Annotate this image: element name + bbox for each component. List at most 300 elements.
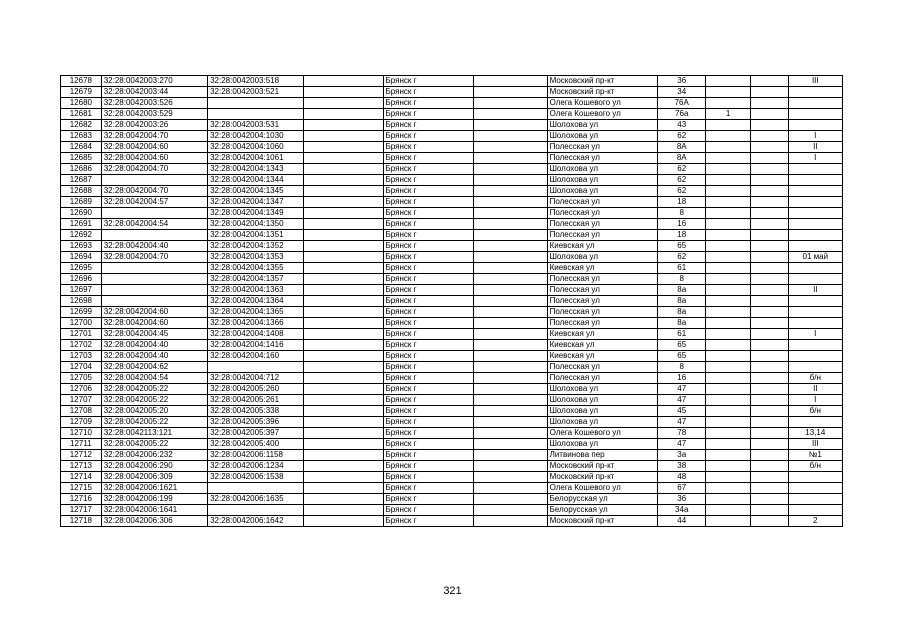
region-cell — [304, 340, 383, 351]
street-cell: Шолохова ул — [547, 164, 658, 175]
building-cell — [705, 450, 750, 461]
flat-cell — [751, 483, 788, 494]
note-cell: III — [788, 439, 842, 450]
city-cell: Брянск г — [383, 252, 474, 263]
house-cell: 76а — [658, 109, 706, 120]
table-row — [61, 373, 843, 384]
row-number: 12713 — [61, 461, 102, 472]
cadastral-number — [101, 274, 207, 285]
cadastral-number: 32:28:0042004:70 — [101, 252, 207, 263]
cadastral-number: 32:28:0042005:22 — [101, 395, 207, 406]
building-cell — [705, 384, 750, 395]
locality-cell — [474, 252, 548, 263]
cadastral-number: 32:28:0042004:54 — [101, 373, 207, 384]
flat-cell — [751, 505, 788, 516]
table-row — [61, 472, 843, 483]
object-cadastral-number — [208, 505, 304, 516]
flat-cell — [751, 98, 788, 109]
region-cell — [304, 109, 383, 120]
street-cell: Полесская ул — [547, 285, 658, 296]
locality-cell — [474, 87, 548, 98]
object-cadastral-number: 32:28:0042004:1350 — [208, 219, 304, 230]
region-cell — [304, 428, 383, 439]
flat-cell — [751, 351, 788, 362]
flat-cell — [751, 208, 788, 219]
row-number: 12693 — [61, 241, 102, 252]
cadastral-number: 32:28:0042004:60 — [101, 307, 207, 318]
row-number: 12703 — [61, 351, 102, 362]
object-cadastral-number — [208, 109, 304, 120]
city-cell: Брянск г — [383, 406, 474, 417]
row-number: 12705 — [61, 373, 102, 384]
note-cell — [788, 307, 842, 318]
city-cell: Брянск г — [383, 362, 474, 373]
region-cell — [304, 98, 383, 109]
cadastral-number: 32:28:0042006:1621 — [101, 483, 207, 494]
flat-cell — [751, 164, 788, 175]
object-cadastral-number: 32:28:0042004:1060 — [208, 142, 304, 153]
row-number: 12709 — [61, 417, 102, 428]
note-cell: 13,14 — [788, 428, 842, 439]
note-cell: б/н — [788, 461, 842, 472]
house-cell: 76А — [658, 98, 706, 109]
city-cell: Брянск г — [383, 241, 474, 252]
region-cell — [304, 417, 383, 428]
region-cell — [304, 461, 383, 472]
street-cell: Киевская ул — [547, 340, 658, 351]
house-cell: 62 — [658, 164, 706, 175]
region-cell — [304, 395, 383, 406]
note-cell — [788, 263, 842, 274]
region-cell — [304, 197, 383, 208]
street-cell: Шолохова ул — [547, 120, 658, 131]
city-cell: Брянск г — [383, 131, 474, 142]
street-cell: Полесская ул — [547, 230, 658, 241]
flat-cell — [751, 384, 788, 395]
house-cell: 36 — [658, 494, 706, 505]
cadastral-number: 32:28:0042003:44 — [101, 87, 207, 98]
row-number: 12706 — [61, 384, 102, 395]
house-cell: 36 — [658, 76, 706, 87]
city-cell: Брянск г — [383, 164, 474, 175]
object-cadastral-number: 32:28:0042006:1158 — [208, 450, 304, 461]
row-number: 12683 — [61, 131, 102, 142]
note-cell — [788, 417, 842, 428]
table-row — [61, 142, 843, 153]
object-cadastral-number: 32:28:0042004:1061 — [208, 153, 304, 164]
house-cell: 8а — [658, 285, 706, 296]
cadastral-number — [101, 285, 207, 296]
building-cell — [705, 219, 750, 230]
locality-cell — [474, 109, 548, 120]
cadastral-number — [101, 296, 207, 307]
table-row — [61, 307, 843, 318]
building-cell — [705, 439, 750, 450]
row-number: 12684 — [61, 142, 102, 153]
object-cadastral-number: 32:28:0042004:1345 — [208, 186, 304, 197]
street-cell: Полесская ул — [547, 197, 658, 208]
house-cell: 3а — [658, 450, 706, 461]
building-cell — [705, 307, 750, 318]
row-number: 12708 — [61, 406, 102, 417]
flat-cell — [751, 142, 788, 153]
flat-cell — [751, 329, 788, 340]
table-row — [61, 230, 843, 241]
cadastral-number: 32:28:0042006:232 — [101, 450, 207, 461]
object-cadastral-number: 32:28:0042003:518 — [208, 76, 304, 87]
cadastral-number: 32:28:0042004:70 — [101, 164, 207, 175]
street-cell: Олега Кошевого ул — [547, 483, 658, 494]
table-row — [61, 417, 843, 428]
note-cell — [788, 230, 842, 241]
region-cell — [304, 362, 383, 373]
city-cell: Брянск г — [383, 230, 474, 241]
locality-cell — [474, 263, 548, 274]
cadastral-number: 32:28:0042003:526 — [101, 98, 207, 109]
house-cell: 65 — [658, 241, 706, 252]
cadastral-number: 32:28:0042005:22 — [101, 417, 207, 428]
house-cell: 62 — [658, 175, 706, 186]
city-cell: Брянск г — [383, 384, 474, 395]
table-row — [61, 516, 843, 527]
house-cell: 8а — [658, 307, 706, 318]
note-cell: 2 — [788, 516, 842, 527]
table-row — [61, 428, 843, 439]
city-cell: Брянск г — [383, 186, 474, 197]
object-cadastral-number: 32:28:0042004:1344 — [208, 175, 304, 186]
house-cell: 48 — [658, 472, 706, 483]
cadastral-number: 32:28:0042006:306 — [101, 516, 207, 527]
city-cell: Брянск г — [383, 428, 474, 439]
region-cell — [304, 142, 383, 153]
building-cell — [705, 428, 750, 439]
flat-cell — [751, 263, 788, 274]
street-cell: Полесская ул — [547, 373, 658, 384]
row-number: 12698 — [61, 296, 102, 307]
table-row — [61, 296, 843, 307]
locality-cell — [474, 274, 548, 285]
street-cell: Шолохова ул — [547, 384, 658, 395]
row-number: 12707 — [61, 395, 102, 406]
page-number: 321 — [443, 585, 462, 597]
flat-cell — [751, 186, 788, 197]
locality-cell — [474, 516, 548, 527]
flat-cell — [751, 230, 788, 241]
object-cadastral-number: 32:28:0042005:261 — [208, 395, 304, 406]
table-row — [61, 505, 843, 516]
street-cell: Олега Кошевого ул — [547, 109, 658, 120]
city-cell: Брянск г — [383, 340, 474, 351]
region-cell — [304, 384, 383, 395]
city-cell: Брянск г — [383, 263, 474, 274]
object-cadastral-number: 32:28:0042004:712 — [208, 373, 304, 384]
note-cell — [788, 175, 842, 186]
locality-cell — [474, 142, 548, 153]
row-number: 12697 — [61, 285, 102, 296]
cadastral-number: 32:28:0042004:60 — [101, 142, 207, 153]
flat-cell — [751, 109, 788, 120]
row-number: 12680 — [61, 98, 102, 109]
row-number: 12681 — [61, 109, 102, 120]
row-number: 12710 — [61, 428, 102, 439]
table-row — [61, 120, 843, 131]
locality-cell — [474, 318, 548, 329]
building-cell — [705, 483, 750, 494]
table-row — [61, 351, 843, 362]
row-number: 12688 — [61, 186, 102, 197]
house-cell: 67 — [658, 483, 706, 494]
region-cell — [304, 505, 383, 516]
house-cell: 62 — [658, 186, 706, 197]
street-cell: Олега Кошевого ул — [547, 428, 658, 439]
flat-cell — [751, 395, 788, 406]
street-cell: Московский пр-кт — [547, 472, 658, 483]
region-cell — [304, 263, 383, 274]
city-cell: Брянск г — [383, 219, 474, 230]
object-cadastral-number: 32:28:0042004:1416 — [208, 340, 304, 351]
house-cell: 47 — [658, 384, 706, 395]
flat-cell — [751, 241, 788, 252]
region-cell — [304, 120, 383, 131]
city-cell: Брянск г — [383, 472, 474, 483]
locality-cell — [474, 505, 548, 516]
row-number: 12690 — [61, 208, 102, 219]
locality-cell — [474, 472, 548, 483]
building-cell — [705, 142, 750, 153]
building-cell — [705, 241, 750, 252]
flat-cell — [751, 439, 788, 450]
flat-cell — [751, 274, 788, 285]
house-cell: 16 — [658, 373, 706, 384]
table-row — [61, 131, 843, 142]
row-number: 12704 — [61, 362, 102, 373]
street-cell: Шолохова ул — [547, 131, 658, 142]
region-cell — [304, 175, 383, 186]
locality-cell — [474, 153, 548, 164]
note-cell — [788, 109, 842, 120]
object-cadastral-number: 32:28:0042004:1349 — [208, 208, 304, 219]
table-row — [61, 87, 843, 98]
table-row — [61, 263, 843, 274]
row-number: 12694 — [61, 252, 102, 263]
region-cell — [304, 318, 383, 329]
flat-cell — [751, 461, 788, 472]
city-cell: Брянск г — [383, 494, 474, 505]
row-number: 12679 — [61, 87, 102, 98]
city-cell: Брянск г — [383, 175, 474, 186]
row-number: 12692 — [61, 230, 102, 241]
row-number: 12691 — [61, 219, 102, 230]
flat-cell — [751, 373, 788, 384]
house-cell: 8А — [658, 153, 706, 164]
city-cell: Брянск г — [383, 351, 474, 362]
street-cell: Полесская ул — [547, 318, 658, 329]
city-cell: Брянск г — [383, 98, 474, 109]
object-cadastral-number: 32:28:0042004:1352 — [208, 241, 304, 252]
cadastral-number: 32:28:0042005:22 — [101, 439, 207, 450]
object-cadastral-number: 32:28:0042006:1234 — [208, 461, 304, 472]
flat-cell — [751, 318, 788, 329]
cadastral-number: 32:28:0042004:70 — [101, 131, 207, 142]
city-cell: Брянск г — [383, 142, 474, 153]
house-cell: 8А — [658, 142, 706, 153]
object-cadastral-number: 32:28:0042003:531 — [208, 120, 304, 131]
cadastral-number: 32:28:0042003:529 — [101, 109, 207, 120]
locality-cell — [474, 164, 548, 175]
street-cell: Полесская ул — [547, 219, 658, 230]
table-row — [61, 252, 843, 263]
building-cell — [705, 472, 750, 483]
note-cell — [788, 483, 842, 494]
note-cell — [788, 351, 842, 362]
row-number: 12686 — [61, 164, 102, 175]
house-cell: 16 — [658, 219, 706, 230]
table-row — [61, 461, 843, 472]
city-cell: Брянск г — [383, 285, 474, 296]
region-cell — [304, 296, 383, 307]
table-row — [61, 175, 843, 186]
street-cell: Московский пр-кт — [547, 87, 658, 98]
row-number: 12712 — [61, 450, 102, 461]
locality-cell — [474, 120, 548, 131]
object-cadastral-number: 32:28:0042004:1408 — [208, 329, 304, 340]
table-row — [61, 241, 843, 252]
street-cell: Шолохова ул — [547, 252, 658, 263]
region-cell — [304, 208, 383, 219]
flat-cell — [751, 219, 788, 230]
row-number: 12689 — [61, 197, 102, 208]
note-cell: 01 май — [788, 252, 842, 263]
cadastral-number: 32:28:0042006:290 — [101, 461, 207, 472]
street-cell: Шолохова ул — [547, 175, 658, 186]
object-cadastral-number — [208, 98, 304, 109]
city-cell: Брянск г — [383, 483, 474, 494]
object-cadastral-number: 32:28:0042004:1363 — [208, 285, 304, 296]
object-cadastral-number: 32:28:0042004:1347 — [208, 197, 304, 208]
house-cell: 18 — [658, 230, 706, 241]
building-cell — [705, 252, 750, 263]
city-cell: Брянск г — [383, 153, 474, 164]
note-cell — [788, 505, 842, 516]
note-cell: I — [788, 153, 842, 164]
flat-cell — [751, 87, 788, 98]
house-cell: 43 — [658, 120, 706, 131]
building-cell: 1 — [705, 109, 750, 120]
note-cell: II — [788, 384, 842, 395]
table-row — [61, 395, 843, 406]
note-cell — [788, 120, 842, 131]
locality-cell — [474, 461, 548, 472]
cadastral-number: 32:28:0042004:45 — [101, 329, 207, 340]
note-cell — [788, 318, 842, 329]
locality-cell — [474, 406, 548, 417]
table-row — [61, 98, 843, 109]
locality-cell — [474, 208, 548, 219]
flat-cell — [751, 362, 788, 373]
region-cell — [304, 131, 383, 142]
street-cell: Киевская ул — [547, 241, 658, 252]
row-number: 12699 — [61, 307, 102, 318]
row-number: 12685 — [61, 153, 102, 164]
note-cell: III — [788, 76, 842, 87]
building-cell — [705, 76, 750, 87]
object-cadastral-number: 32:28:0042005:397 — [208, 428, 304, 439]
cadastral-number: 32:28:0042004:60 — [101, 153, 207, 164]
locality-cell — [474, 329, 548, 340]
locality-cell — [474, 230, 548, 241]
locality-cell — [474, 351, 548, 362]
object-cadastral-number: 32:28:0042004:1353 — [208, 252, 304, 263]
object-cadastral-number — [208, 483, 304, 494]
row-number: 12678 — [61, 76, 102, 87]
table-row — [61, 483, 843, 494]
note-cell — [788, 362, 842, 373]
locality-cell — [474, 450, 548, 461]
object-cadastral-number: 32:28:0042006:1642 — [208, 516, 304, 527]
street-cell: Киевская ул — [547, 263, 658, 274]
street-cell: Полесская ул — [547, 142, 658, 153]
locality-cell — [474, 241, 548, 252]
note-cell: I — [788, 329, 842, 340]
region-cell — [304, 406, 383, 417]
table-row — [61, 76, 843, 87]
flat-cell — [751, 494, 788, 505]
street-cell: Олега Кошевого ул — [547, 98, 658, 109]
street-cell: Белорусская ул — [547, 505, 658, 516]
locality-cell — [474, 340, 548, 351]
flat-cell — [751, 120, 788, 131]
locality-cell — [474, 175, 548, 186]
house-cell: 44 — [658, 516, 706, 527]
building-cell — [705, 505, 750, 516]
locality-cell — [474, 362, 548, 373]
region-cell — [304, 153, 383, 164]
region-cell — [304, 241, 383, 252]
house-cell: 61 — [658, 263, 706, 274]
row-number: 12714 — [61, 472, 102, 483]
cadastral-number: 32:28:0042006:1641 — [101, 505, 207, 516]
city-cell: Брянск г — [383, 318, 474, 329]
building-cell — [705, 175, 750, 186]
street-cell: Шолохова ул — [547, 417, 658, 428]
row-number: 12718 — [61, 516, 102, 527]
house-cell: 8 — [658, 208, 706, 219]
house-cell: 34 — [658, 87, 706, 98]
table-row — [61, 274, 843, 285]
note-cell — [788, 241, 842, 252]
flat-cell — [751, 417, 788, 428]
object-cadastral-number: 32:28:0042006:1635 — [208, 494, 304, 505]
table-row — [61, 362, 843, 373]
city-cell: Брянск г — [383, 76, 474, 87]
street-cell: Литвинова пер — [547, 450, 658, 461]
flat-cell — [751, 175, 788, 186]
cadastral-number: 32:28:0042004:40 — [101, 351, 207, 362]
cadastral-number: 32:28:0042006:199 — [101, 494, 207, 505]
city-cell: Брянск г — [383, 516, 474, 527]
street-cell: Полесская ул — [547, 153, 658, 164]
building-cell — [705, 131, 750, 142]
flat-cell — [751, 406, 788, 417]
locality-cell — [474, 197, 548, 208]
street-cell: Полесская ул — [547, 274, 658, 285]
flat-cell — [751, 153, 788, 164]
cadastral-number — [101, 208, 207, 219]
region-cell — [304, 285, 383, 296]
house-cell: 38 — [658, 461, 706, 472]
city-cell: Брянск г — [383, 87, 474, 98]
building-cell — [705, 340, 750, 351]
